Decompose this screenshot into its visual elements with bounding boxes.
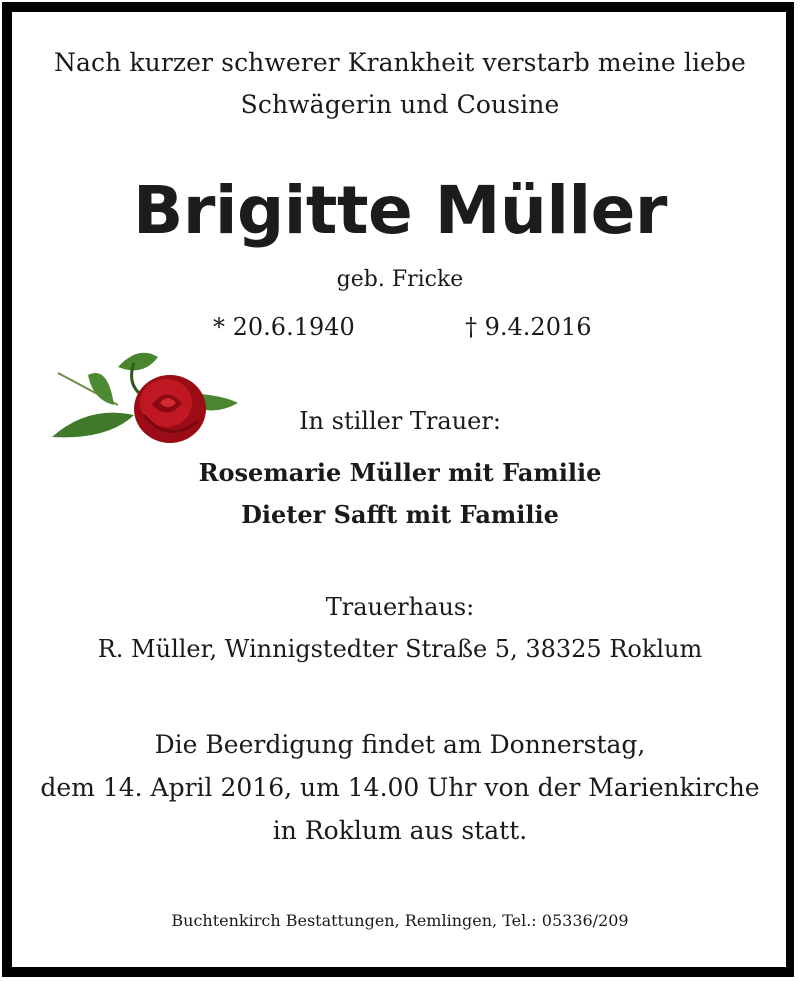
deceased-name: Brigitte Müller [133,172,667,249]
trauerhaus-label: Trauerhaus: [325,593,475,621]
mourning-heading: In stiller Trauer: [299,407,501,435]
intro-line-2: Schwägerin und Cousine [240,90,560,119]
intro-line-1: Nach kurzer schwerer Krankheit verstarb meine liebe [54,48,746,77]
mourner-family-2: Dieter Safft mit Familie [241,500,559,529]
birth-name: geb. Fricke [336,267,464,292]
funeral-line-3: in Roklum aus statt. [272,816,528,845]
undertaker-footer: Buchtenkirch Bestattungen, Remlingen, Tel.: 05336/209 [171,911,629,930]
funeral-line-2: dem 14. April 2016, um 14.00 Uhr von der Marienkirche [40,773,760,802]
funeral-line-1: Die Beerdigung findet am Donnerstag, [154,730,646,759]
death-date: † 9.4.2016 [465,313,592,341]
trauerhaus-address: R. Müller, Winnigstedter Straße 5, 38325 Roklum [97,635,703,663]
birth-date: * 20.6.1940 [213,313,355,341]
red-rose-icon [48,345,248,455]
mourner-family-1: Rosemarie Müller mit Familie [198,458,602,487]
